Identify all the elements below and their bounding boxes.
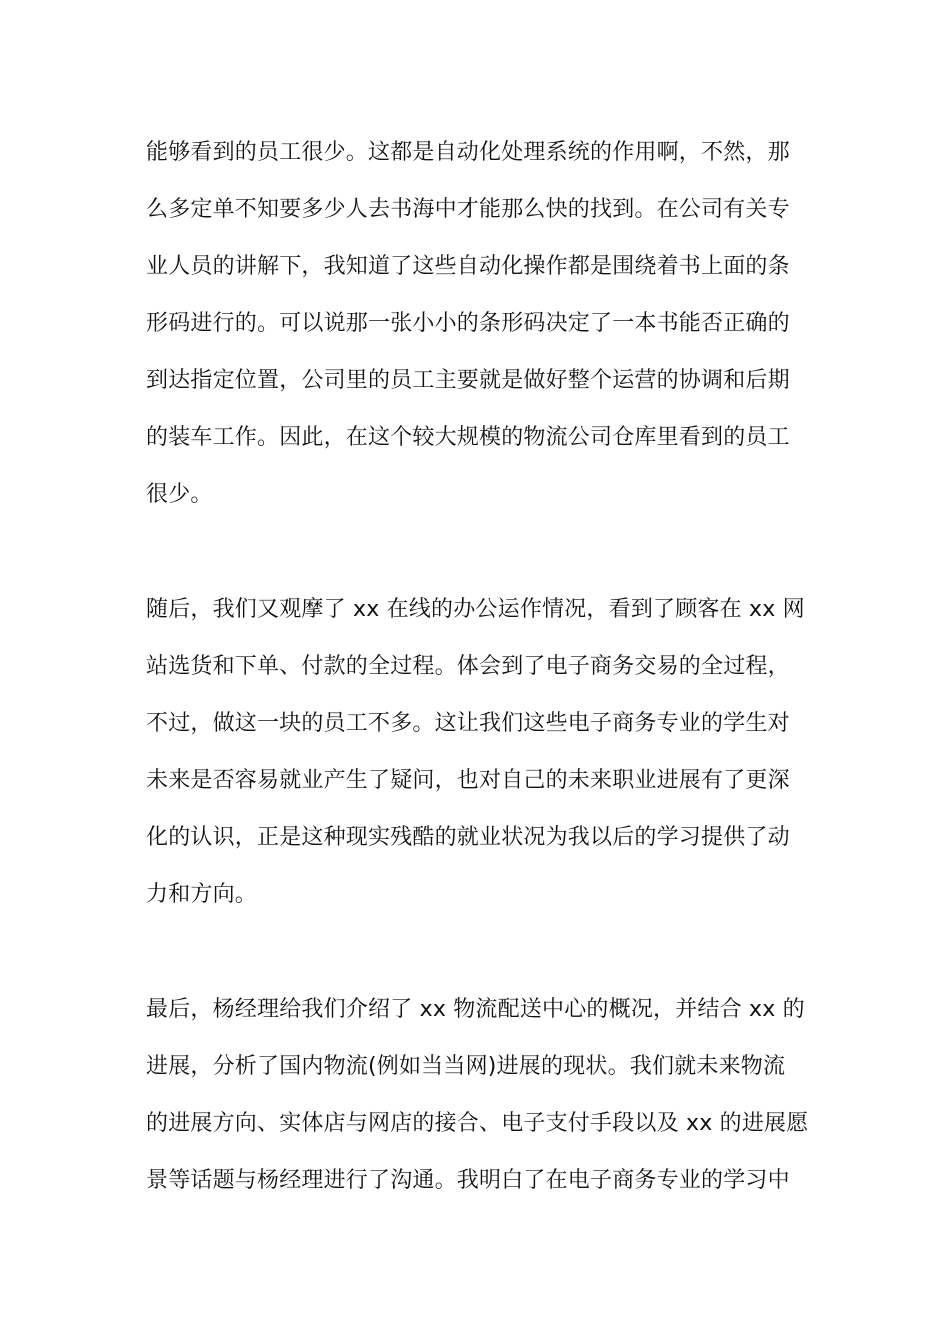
text-line: 业人员的讲解下，我知道了这些自动化操作都是围绕着书上面的条 <box>146 254 790 279</box>
text-line: 化的认识，正是这种现实残酷的就业状况为我以后的学习提供了动 <box>146 825 790 850</box>
text-line: 随后，我们又观摩了 xx 在线的办公运作情况，看到了顾客在 xx 网 <box>146 597 805 622</box>
text-line: 不过，做这一块的员工不多。这让我们这些电子商务专业的学生对 <box>146 711 790 736</box>
text-line: 很少。 <box>146 482 213 507</box>
paragraph-2 <box>146 581 816 923</box>
text-line: 的装车工作。因此，在这个较大规模的物流公司仓库里看到的员工 <box>146 425 790 450</box>
text-line: 的进展方向、实体店与网店的接合、电子支付手段以及 xx 的进展愿 <box>146 1111 809 1136</box>
text-line: 未来是否容易就业产生了疑问，也对自己的未来职业进展有了更深 <box>146 768 790 793</box>
text-line: 能够看到的员工很少。这都是自动化处理系统的作用啊，不然，那 <box>146 140 790 165</box>
text-line: 形码进行的。可以说那一张小小的条形码决定了一本书能否正确的 <box>146 311 790 336</box>
text-line: 站选货和下单、付款的全过程。体会到了电子商务交易的全过程， <box>146 654 790 679</box>
paragraph-3 <box>146 981 816 1209</box>
text-line: 么多定单不知要多少人去书海中才能那么快的找到。在公司有关专 <box>146 197 790 222</box>
text-line: 到达指定位置，公司里的员工主要就是做好整个运营的协调和后期 <box>146 368 790 393</box>
text-line: 景等话题与杨经理进行了沟通。我明白了在电子商务专业的学习中 <box>146 1168 790 1193</box>
text-line: 最后，杨经理给我们介绍了 xx 物流配送中心的概况，并结合 xx 的 <box>146 997 805 1022</box>
text-line: 力和方向。 <box>146 882 258 907</box>
text-line: 进展，分析了国内物流(例如当当网)进展的现状。我们就未来物流 <box>146 1054 786 1079</box>
paragraph-1 <box>146 124 816 523</box>
